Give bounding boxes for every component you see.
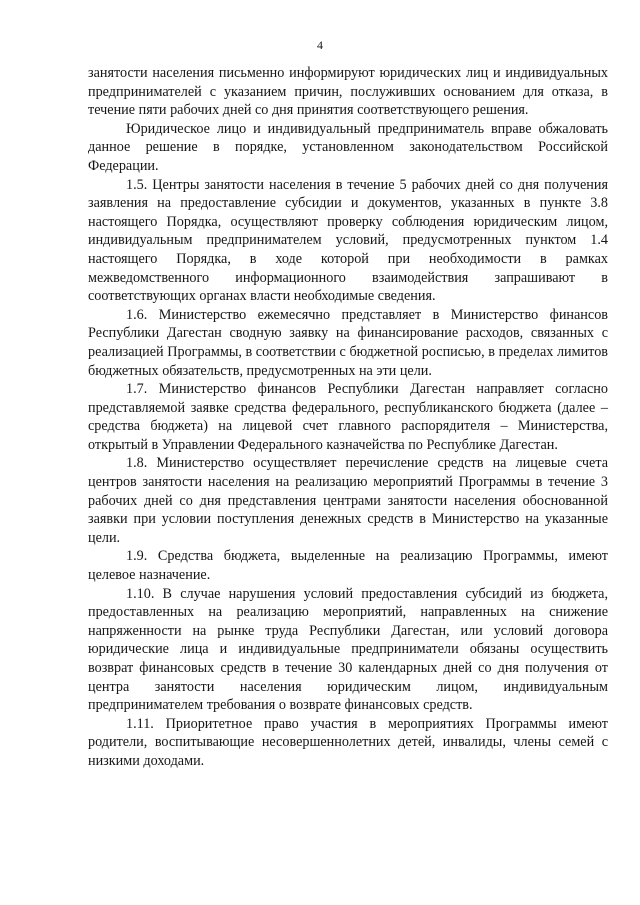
document-body <box>88 64 608 771</box>
paragraph-1-9: 1.9. Средства бюджета, выделенные на реализацию Программы, имеют целевое назначение. <box>88 548 608 584</box>
paragraph-1-7: 1.7. Министерство финансов Республики Дагестан направляет согласно представляемой заявке средства федерального, республиканского бюджета (далее – средства бюджета) на лицевой счет главного распорядителя – Министерства, открытый в Управлении Федерального казначейства по Республике Дагестан. <box>88 381 608 453</box>
page-number: 4 <box>317 38 323 52</box>
paragraph-appeal: Юридическое лицо и индивидуальный предприниматель вправе обжаловать данное решение в порядке, установленном законодательством Российской Федерации. <box>88 120 608 174</box>
paragraph-1-10: 1.10. В случае нарушения условий предоставления субсидий из бюджета, предоставленных на реализацию мероприятий, направленных на снижение напряженности на рынке труда Республики Дагестан, или условий договора юридические лица и индивидуальные предприниматели обязаны осуществить возврат финансовых средств в течение 30 календарных дней со дня получения от центра занятости населения юридическим лицом, индивидуальным предпринимателем требования о возврате финансовых средств. <box>88 585 608 714</box>
paragraph-1-8: 1.8. Министерство осуществляет перечисление средств на лицевые счета центров занятости населения на реализацию мероприятий Программы в течение 3 рабочих дней со дня представления центрами занятости населения обоснованной заявки при условии поступления денежных средств в Министерство на указанные цели. <box>88 455 608 546</box>
paragraph-1-11: 1.11. Приоритетное право участия в мероприятиях Программы имеют родители, воспитывающие несовершеннолетних детей, инвалиды, члены семей с низкими доходами. <box>88 715 608 769</box>
paragraph-continuation: занятости населения письменно информируют юридических лиц и индивидуальных предпринимателей с указанием причин, послуживших основанием для отказа, в течение пяти рабочих дней со дня принятия соответствующего решения. <box>88 65 608 119</box>
paragraph-1-6: 1.6. Министерство ежемесячно представляет в Министерство финансов Республики Дагестан сводную заявку на финансирование расходов, связанных с реализацией Программы, в соответствии с бюджетной росписью, в пределах лимитов бюджетных обязательств, предусмотренных на эти цели. <box>88 306 608 379</box>
paragraph-1-5: 1.5. Центры занятости населения в течение 5 рабочих дней со дня получения заявления на предоставление субсидии и документов, указанных в пункте 3.8 настоящего Порядка, осуществляют проверку соблюдения юридическим лицом, индивидуальным предпринимателем условий, предусмотренных пунктом 1.4 настоящего Порядка, в ходе которой при необходимости в рамках межведомственного информационного взаимодействия запрашивают в соответствующих органах власти необходимые сведения. <box>88 176 608 305</box>
